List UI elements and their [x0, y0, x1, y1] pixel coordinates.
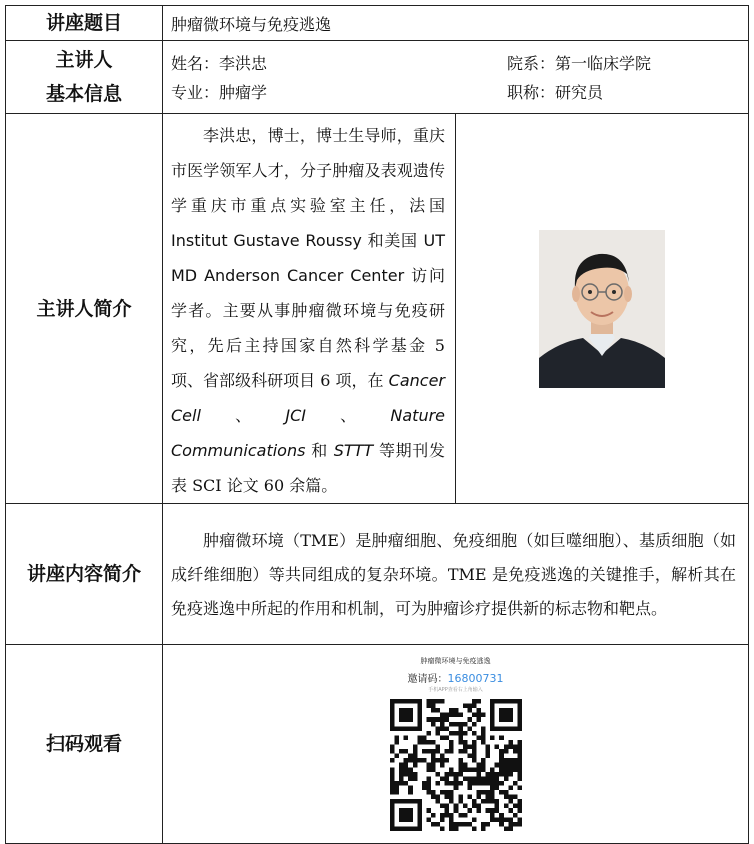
content-label: 讲座内容简介 [6, 504, 163, 645]
dept-field [507, 51, 747, 74]
bio-sep-2: 、 [305, 406, 391, 425]
journal-nature-communications: Nature Communications [171, 406, 445, 460]
topic-value: 肿瘤微环境与免疫逃逸 [163, 6, 749, 41]
bio-institution-1: Institut Gustave Roussy [171, 231, 362, 250]
bio-cell [163, 114, 456, 504]
journal-cancer-cell: Cancer Cell [171, 371, 445, 425]
name-field [171, 51, 507, 74]
bio-institution-2: UT MD Anderson Cancer Center [171, 231, 445, 285]
bio-text-3: 和美国 [361, 231, 424, 250]
speaker-info-label-line1: 主讲人 [55, 49, 113, 71]
bio-text-1: 李洪忠，博士，博士生导师，重庆市医学领军人才，分子肿瘤及表观遗传学重庆市重点实验室主任，法国 [171, 126, 445, 215]
qr-cell [163, 645, 749, 844]
speaker-info-label-line2: 基本信息 [45, 83, 122, 105]
qr-code-image[interactable] [390, 699, 522, 831]
dept-value: 第一临床学院 [555, 54, 652, 73]
speaker-info-cell [163, 41, 749, 114]
topic-label: 讲座题目 [6, 6, 163, 41]
invite-code-label: 邀请码： [407, 673, 448, 685]
bio-text-7: 等期刊发表 SCI 论文 60 余篇。 [171, 441, 445, 495]
invite-code: 16800731 [447, 671, 504, 685]
photo-cell [456, 114, 749, 504]
title-value: 研究员 [555, 83, 604, 102]
major-label: 专业： [171, 83, 220, 102]
content-text: 肿瘤微环境（TME）是肿瘤细胞、免疫细胞（如巨噬细胞）、基质细胞（如成纤维细胞）等共同组成的复杂环境。TME 是免疫逃逸的关键推手，解析其在免疫逃逸中所起的作用和机制，可为肿瘤诊疗提供新的标志物和靶点。 [171, 531, 736, 618]
title-field [507, 80, 747, 103]
journal-jci: JCI [285, 406, 306, 425]
dept-label: 院系： [507, 54, 556, 73]
speaker-portrait-image [539, 230, 665, 388]
speaker-photo [539, 230, 665, 388]
name-label: 姓名： [171, 54, 220, 73]
qr-card [376, 656, 536, 835]
qr-title: 肿瘤微环境与免疫逃逸 [420, 656, 491, 665]
content-cell [163, 504, 749, 645]
invite-code-line [376, 670, 536, 685]
major-field [171, 80, 507, 103]
bio-sep-1: 、 [200, 406, 286, 425]
qr-hint: 手机APP查看右上角输入 [428, 686, 483, 693]
name-value: 李洪忠 [219, 54, 268, 73]
journal-sttt: STTT [333, 441, 374, 460]
bio-text [163, 114, 455, 503]
bio-label: 主讲人简介 [6, 114, 163, 504]
speaker-info-label [6, 41, 163, 114]
bio-text-6: 和 [305, 441, 334, 460]
title-label: 职称： [507, 83, 556, 102]
lecture-info-table [5, 5, 749, 844]
major-value: 肿瘤学 [219, 83, 268, 102]
bio-text-5: 访问学者。主要从事肿瘤微环境与免疫研究，先后主持国家自然科学基金 5 项、省部级科研项目 6 项，在 [171, 266, 446, 390]
qr-label: 扫码观看 [6, 645, 163, 844]
